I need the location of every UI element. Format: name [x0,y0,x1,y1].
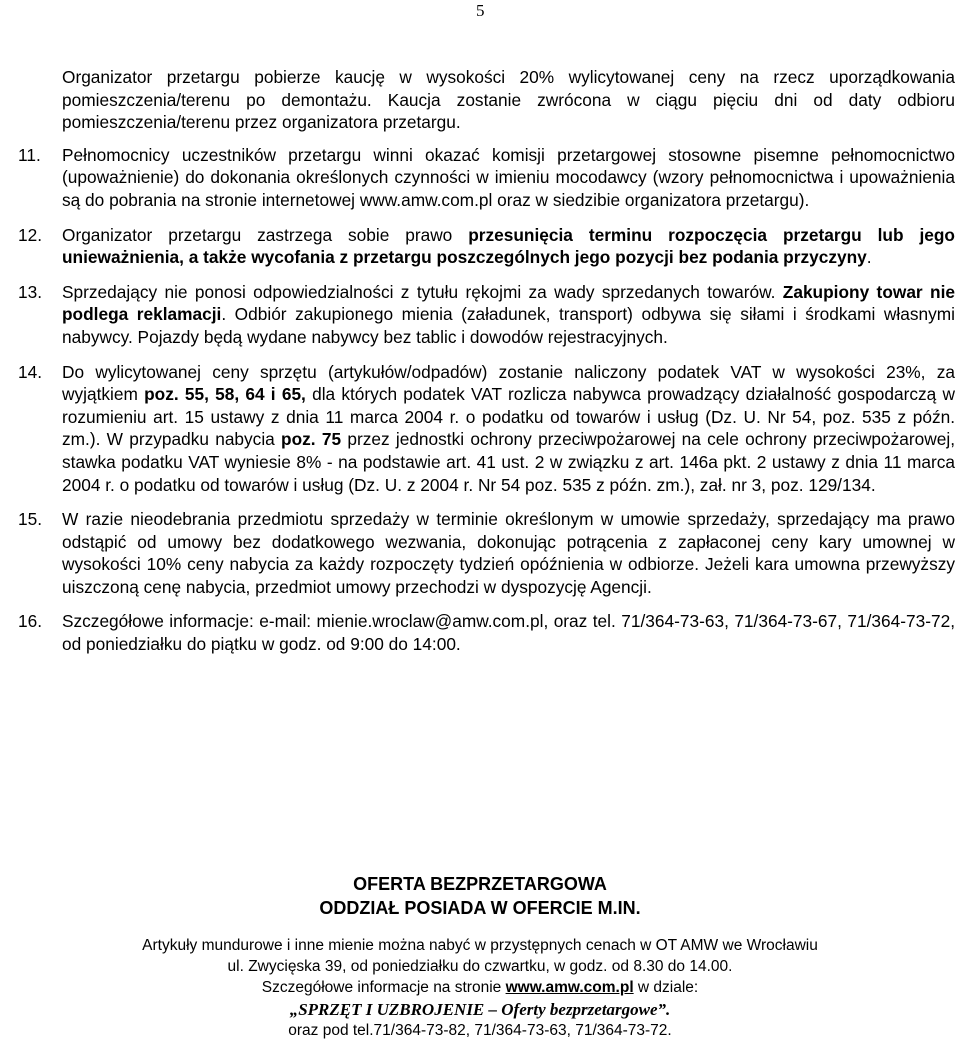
offer-title: OFERTA BEZPRZETARGOWA [353,874,607,894]
list-item-16 [18,610,955,655]
website-link[interactable]: www.amw.com.pl [505,979,634,997]
item-bold-text: poz. 55, 58, 64 i 65, [144,384,306,405]
offer-subtitle: ODDZIAŁ POSIADA W OFERCIE M.IN. [319,898,641,918]
offer-line: oraz pod tel.71/364-73-82, 71/364-73-63, 71/364-73-72. [288,1021,672,1039]
page-number: 5 [476,1,485,20]
offer-body [0,935,960,1041]
item-bold-text: Zakupiony towar nie podlega reklamacji [62,281,955,325]
intro-paragraph: Organizator przetargu pobierze kaucję w wysokości 20% wylicytowanej ceny na rzecz uporządkowania pomieszczenia/terenu po demontażu. Kaucja zostanie zwrócona w ciągu pięciu dni od daty odbioru pomieszczenia/terenu przez organizatora przetargu. [62,67,955,133]
item-bold-text: poz. 75 [281,429,342,450]
item-text: Szczegółowe informacje: e-mail: mienie.wroclaw@amw.com.pl, oraz tel. 71/364-73-63, 71/364-73-67, 71/364-73-72, od poniedziałku do piątku w godz. od 9:00 do 14:00. [62,611,955,655]
offer-line: ul. Zwycięska 39, od poniedziałku do czwartku, w godz. od 8.30 do 14.00. [227,958,733,976]
item-number: 11. [18,144,41,165]
item-number: 14. [18,361,43,382]
item-text: Sprzedający nie ponosi odpowiedzialności z tytułu rękojmi za wady sprzedanych towarów. [62,281,783,302]
offer-line: Artykuły mundurowe i inne mienie można nabyć w przystępnych cenach w OT AMW we Wrocławiu [142,937,818,954]
offer-category: „SPRZĘT I UZBROJENIE – Oferty bezprzetargowe”. [289,999,671,1019]
list-item-14 [18,361,956,497]
item-text: dla których podatek VAT rozlicza nabywca prowadzący działalność gospodarczą w rozumieniu art. 15 ustawy z dnia 11 marca 2004 r. o podatku od towarów i usług (Dz. U. Nr 54, poz. 535 z późn. zm.). W przypadku nabycia [62,384,955,450]
item-text: . Odbiór zakupionego mienia (załadunek, transport) odbywa się siłami i środkami własnymi nabywcy. Pojazdy będą wydane nabywcy bez tablic i dowodów rejestracyjnych. [62,304,955,347]
offer-line [0,977,960,998]
item-number: 12. [18,224,43,245]
item-text: . [866,247,872,268]
item-text: W razie nieodebrania przedmiotu sprzedaży w terminie określonym w umowie sprzedaży, sprzedający ma prawo odstąpić od umowy bez dodatkowego wezwania, dokonując potrącenia z zapłaconej ceny kary umownej w wysokości 10% ceny nabycia za każdy rozpoczęty tydzień opóźnienia w odbiorze. Jeżeli kara umowna przewyższy uiszczoną cenę nabycia, przedmiot umowy przechodzi w dyspozycję Agencji. [62,509,955,597]
item-number: 13. [18,281,43,302]
list-item-11 [18,144,955,212]
offer-text: w dziale: [633,979,699,997]
item-text: przez jednostki ochrony przeciwpożarowej na cele ochrony przeciwpożarowej, stawka podatku VAT wyniesie 8% - na podstawie art. 41 ust. 2 w związku z art. 146a pkt. 2 ustawy z dnia 11 marca 2004 r. o podatku od towarów i usług (Dz. U. z 2004 r. Nr 54 poz. 535 z późn. zm.), zał. nr 3, poz. 129/134. [62,429,956,495]
list-item-12 [18,224,955,269]
document-body [18,66,956,668]
item-text: Organizator przetargu zastrzega sobie prawo [62,224,469,245]
item-bold-text: przesunięcia terminu rozpoczęcia przetargu lub jego unieważnienia, a także wycofania z przetargu poszczególnych jego pozycji bez podania przyczyny [62,224,955,268]
list-item-15 [18,508,955,598]
item-number: 16. [18,611,43,632]
offer-text: Szczegółowe informacje na stronie [261,979,506,997]
offer-section [0,872,960,1041]
item-text: Pełnomocnicy uczestników przetargu winni okazać komisji przetargowej stosowne pisemne pełnomocnictwo (upoważnienie) do dokonania określonych czynności w imieniu mocodawcy (wzory pełnomocnictwa i upoważnienia są do pobrania na stronie internetowej www.amw.com.pl oraz w siedzibie organizatora przetargu). [62,144,955,210]
item-number: 15. [18,509,43,530]
list-item-13 [18,281,955,349]
item-text: Do wylicytowanej ceny sprzętu (artykułów/odpadów) zostanie naliczony podatek VAT w wysokości 23%, za wyjątkiem [62,361,955,405]
